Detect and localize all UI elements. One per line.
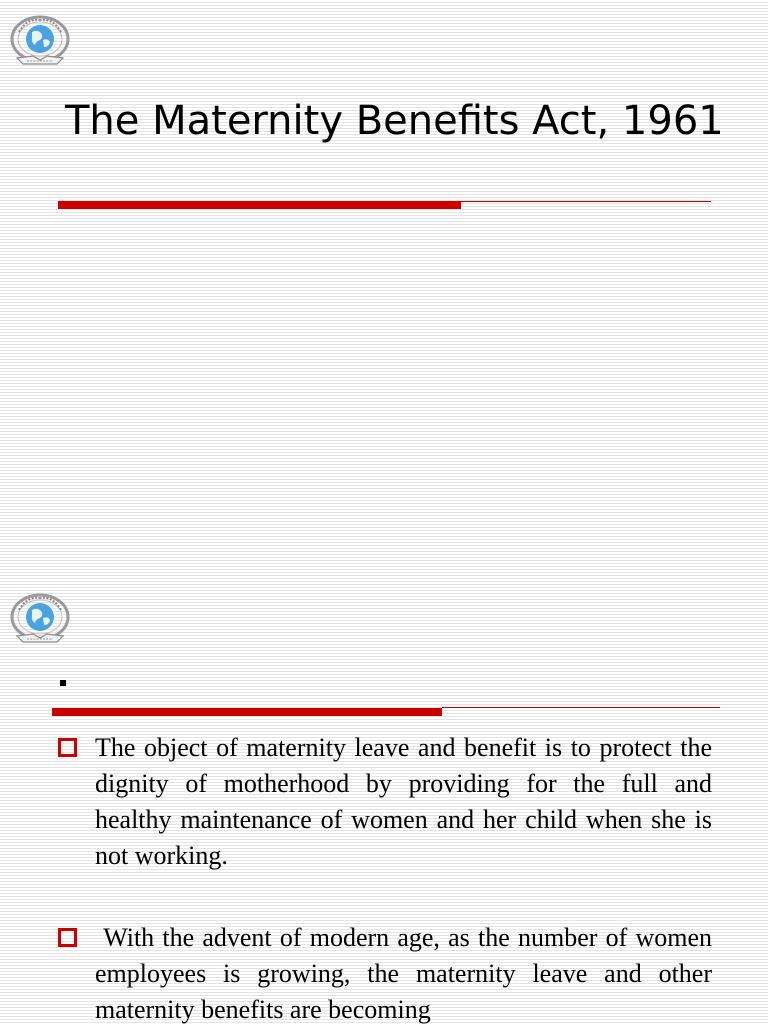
title-underline-thick	[58, 201, 461, 209]
slide-content	[0, 580, 768, 1024]
heading-underline-thick	[52, 708, 442, 716]
list-item	[58, 730, 712, 874]
heading-underline-thin	[442, 707, 720, 708]
bullet-list	[58, 730, 719, 1024]
globe-emblem-icon	[5, 590, 75, 646]
slide-title-text: The Maternity Benefits Act, 1961	[65, 98, 724, 144]
slide-heading-marker	[60, 680, 66, 686]
globe-emblem-icon	[5, 12, 75, 68]
title-underline-thin	[461, 201, 711, 202]
bullet-text: With the advent of modern age, as the number of women employees is growing, the maternity leave and other maternity benefits are becoming	[95, 923, 719, 1024]
bullet-text: The object of maternity leave and benefit is to protect the dignity of motherhood by providing for the full and healthy maintenance of women and her child when she is not working.	[95, 733, 712, 870]
hollow-square-icon	[58, 738, 77, 757]
hollow-square-icon	[58, 928, 77, 947]
list-item	[58, 920, 719, 1024]
